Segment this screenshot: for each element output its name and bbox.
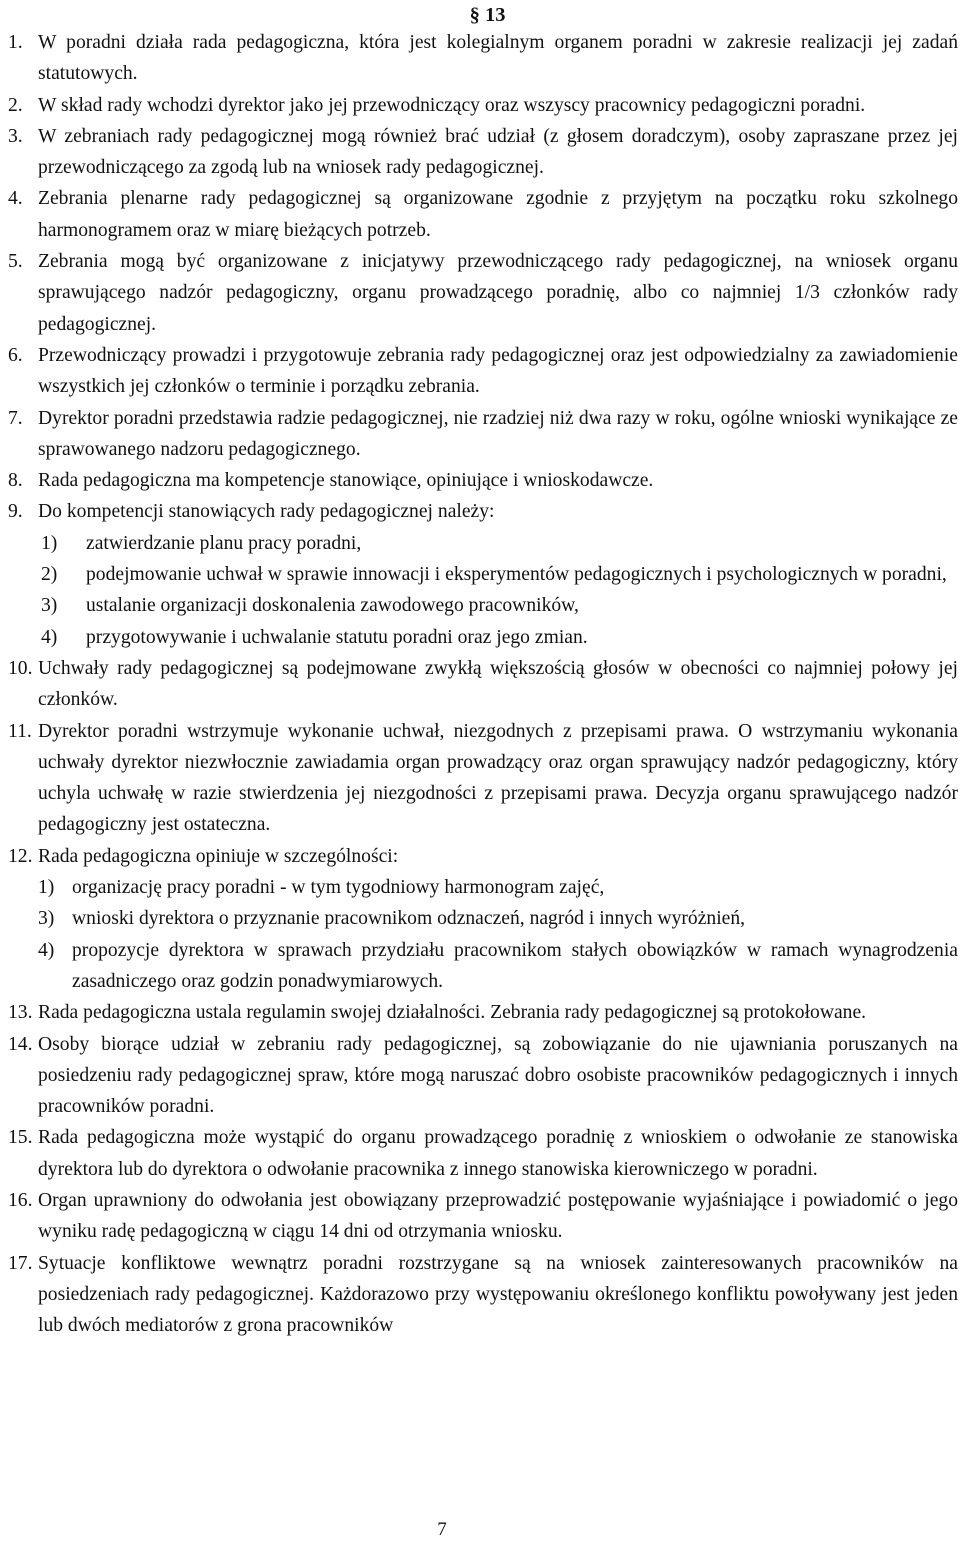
- paragraph-item: [8, 997, 958, 1028]
- paragraph-item: [8, 340, 958, 403]
- paragraph-item: [8, 716, 958, 841]
- paragraph-text: Zebrania mogą być organizowane z inicjatywy przewodniczącego rady pedagogicznej, na wniosek organu sprawującego nadzór pedagogiczny, organu prowadzącego poradnię, albo co najmniej 1/3 członków rady pedagogicznej.: [38, 251, 958, 335]
- paragraph-number: 16.: [8, 1189, 33, 1211]
- paragraph-item: [8, 653, 958, 716]
- sub-item: [8, 935, 958, 998]
- paragraph-item: [8, 1185, 958, 1248]
- sub-item-text: zatwierdzanie planu pracy poradni,: [86, 532, 362, 554]
- paragraph-text: W skład rady wchodzi dyrektor jako jej przewodniczący oraz wszyscy pracownicy pedagogiczni poradni.: [38, 94, 866, 116]
- paragraph-item: [8, 90, 958, 121]
- paragraph-text: Osoby biorące udział w zebraniu rady pedagogicznej, są zobowiązanie do nie ujawniania poruszanych na posiedzeniu rady pedagogicznej spraw, które mogą naruszać dobro osobiste pracowników pedagogicznych i innych pracowników poradni.: [38, 1033, 958, 1118]
- page-number: [0, 1518, 960, 1542]
- paragraph-text: Dyrektor poradni przedstawia radzie pedagogicznej, nie rzadziej niż dwa razy w roku, ogólne wnioski wynikające ze sprawowanego nadzoru pedagogicznego.: [38, 407, 958, 460]
- paragraph-text: W zebraniach rady pedagogicznej mogą również brać udział (z głosem doradczym), osoby zapraszane przez jej przewodniczącego za zgodą lub na wniosek rady pedagogicznej.: [38, 125, 958, 179]
- paragraph-item: [8, 183, 958, 246]
- sub-item-text: organizację pracy poradni - w tym tygodniowy harmonogram zajęć,: [72, 877, 605, 899]
- paragraph-text: Rada pedagogiczna może wystąpić do organu prowadzącego poradnię z wnioskiem o odwołanie ze stanowiska dyrektora lub do dyrektora o odwołanie pracownika z innego stanowiska kierowniczego w poradni.: [38, 1127, 958, 1180]
- sub-item: [8, 622, 958, 653]
- paragraph-number: 2.: [8, 94, 23, 116]
- page-number-text: 7: [437, 1519, 447, 1540]
- paragraph-number: 6.: [8, 344, 23, 366]
- paragraph-number: 5.: [8, 251, 23, 273]
- paragraph-number: 13.: [8, 1002, 33, 1024]
- paragraph-number: 1.: [8, 32, 23, 53]
- paragraph-number: 12.: [8, 845, 33, 867]
- sub-item-number: 4): [38, 939, 55, 961]
- paragraph-item: [8, 1122, 958, 1185]
- paragraph-item: [8, 121, 958, 184]
- paragraph-item: [8, 403, 958, 466]
- paragraph-number: 3.: [8, 125, 23, 147]
- paragraph-number: 4.: [8, 188, 23, 210]
- paragraph-text: Przewodniczący prowadzi i przygotowuje zebrania rady pedagogicznej oraz jest odpowiedzialny za zawiadomienie wszystkich jej członków o terminie i porządku zebrania.: [38, 344, 958, 398]
- paragraph-number: 11.: [8, 720, 32, 742]
- paragraph-number: 14.: [8, 1033, 33, 1055]
- sub-item: [8, 903, 958, 934]
- sub-item-text: podejmowanie uchwał w sprawie innowacji i eksperymentów pedagogicznych i psychologicznych w poradni,: [86, 564, 947, 586]
- sub-item: [8, 559, 958, 590]
- sub-item: [8, 872, 958, 903]
- sub-item-text: ustalanie organizacji doskonalenia zawodowego pracowników,: [86, 595, 579, 617]
- sub-item-number: 3): [41, 595, 58, 617]
- paragraph-text: Rada pedagogiczna ustala regulamin swojej działalności. Zebrania rady pedagogicznej są protokołowane.: [38, 1002, 867, 1024]
- paragraph-item: [8, 496, 958, 527]
- paragraph-list: [8, 27, 958, 1341]
- paragraph-number: 7.: [8, 407, 23, 429]
- paragraph-text: Rada pedagogiczna ma kompetencje stanowiące, opiniujące i wnioskodawcze.: [38, 470, 654, 492]
- paragraph-text: Rada pedagogiczna opiniuje w szczególności:: [38, 845, 399, 867]
- sub-item-number: 1): [41, 532, 58, 554]
- sub-item: [8, 528, 958, 559]
- paragraph-number: 10.: [8, 657, 33, 679]
- sub-item-number: 2): [41, 564, 58, 586]
- paragraph-number: 8.: [8, 470, 23, 492]
- paragraph-text: Sytuacje konfliktowe wewnątrz poradni rozstrzygane są na wniosek zainteresowanych pracowników na posiedzeniach rady pedagogicznej. Każdorazowo przy występowaniu określonego konfliktu powoływany jest jeden lub dwóch mediatorów z grona pracowników: [38, 1252, 958, 1337]
- section-heading: § 13: [469, 4, 506, 26]
- sub-item-text: przygotowywanie i uchwalanie statutu poradni oraz jego zmian.: [86, 626, 588, 648]
- paragraph-text: Organ uprawniony do odwołania jest obowiązany przeprowadzić postępowanie wyjaśniające i powiadomić o jego wyniku radę pedagogiczną w ciągu 14 dni od otrzymania wniosku.: [38, 1189, 958, 1243]
- paragraph-text: Dyrektor poradni wstrzymuje wykonanie uchwał, niezgodnych z przepisami prawa. O wstrzymaniu wykonania uchwały dyrektor niezwłocznie zawiadamia organ prowadzący oraz organ sprawujący nadzór pedagogiczny, który uchyla uchwałę w razie stwierdzenia jej niezgodności z przepisami prawa. Decyzja organu sprawującego nadzór pedagogiczny jest ostateczna.: [38, 720, 958, 836]
- paragraph-text: Uchwały rady pedagogicznej są podejmowane zwykłą większością głosów w obecności co najmniej połowy jej członków.: [38, 657, 958, 711]
- sub-item-number: 3): [38, 908, 55, 930]
- paragraph-text: Do kompetencji stanowiących rady pedagogicznej należy:: [38, 501, 495, 523]
- sub-item: [8, 590, 958, 621]
- paragraph-number: 15.: [8, 1127, 33, 1149]
- paragraph-item: [8, 246, 958, 340]
- paragraph-item: [8, 841, 958, 872]
- sub-item-number: 4): [41, 626, 58, 648]
- sub-item-text: propozycje dyrektora w sprawach przydziału pracownikom stałych obowiązków w ramach wynagrodzenia zasadniczego oraz godzin ponadwymiarowych.: [72, 939, 958, 992]
- paragraph-number: 17.: [8, 1252, 33, 1274]
- sub-item-text: wnioski dyrektora o przyznanie pracownikom odznaczeń, nagród i innych wyróżnień,: [72, 908, 746, 930]
- paragraph-text: W poradni działa rada pedagogiczna, która jest kolegialnym organem poradni w zakresie realizacji jej zadań statutowych.: [38, 32, 958, 85]
- paragraph-item: [8, 1029, 958, 1123]
- sub-item-number: 1): [38, 877, 55, 899]
- paragraph-item: [8, 465, 958, 496]
- paragraph-number: 9.: [8, 501, 23, 523]
- paragraph-item: [8, 1248, 958, 1342]
- paragraph-item: [8, 27, 958, 90]
- paragraph-text: Zebrania plenarne rady pedagogicznej są organizowane zgodnie z przyjętym na początku roku szkolnego harmonogramem oraz w miarę bieżących potrzeb.: [38, 188, 958, 241]
